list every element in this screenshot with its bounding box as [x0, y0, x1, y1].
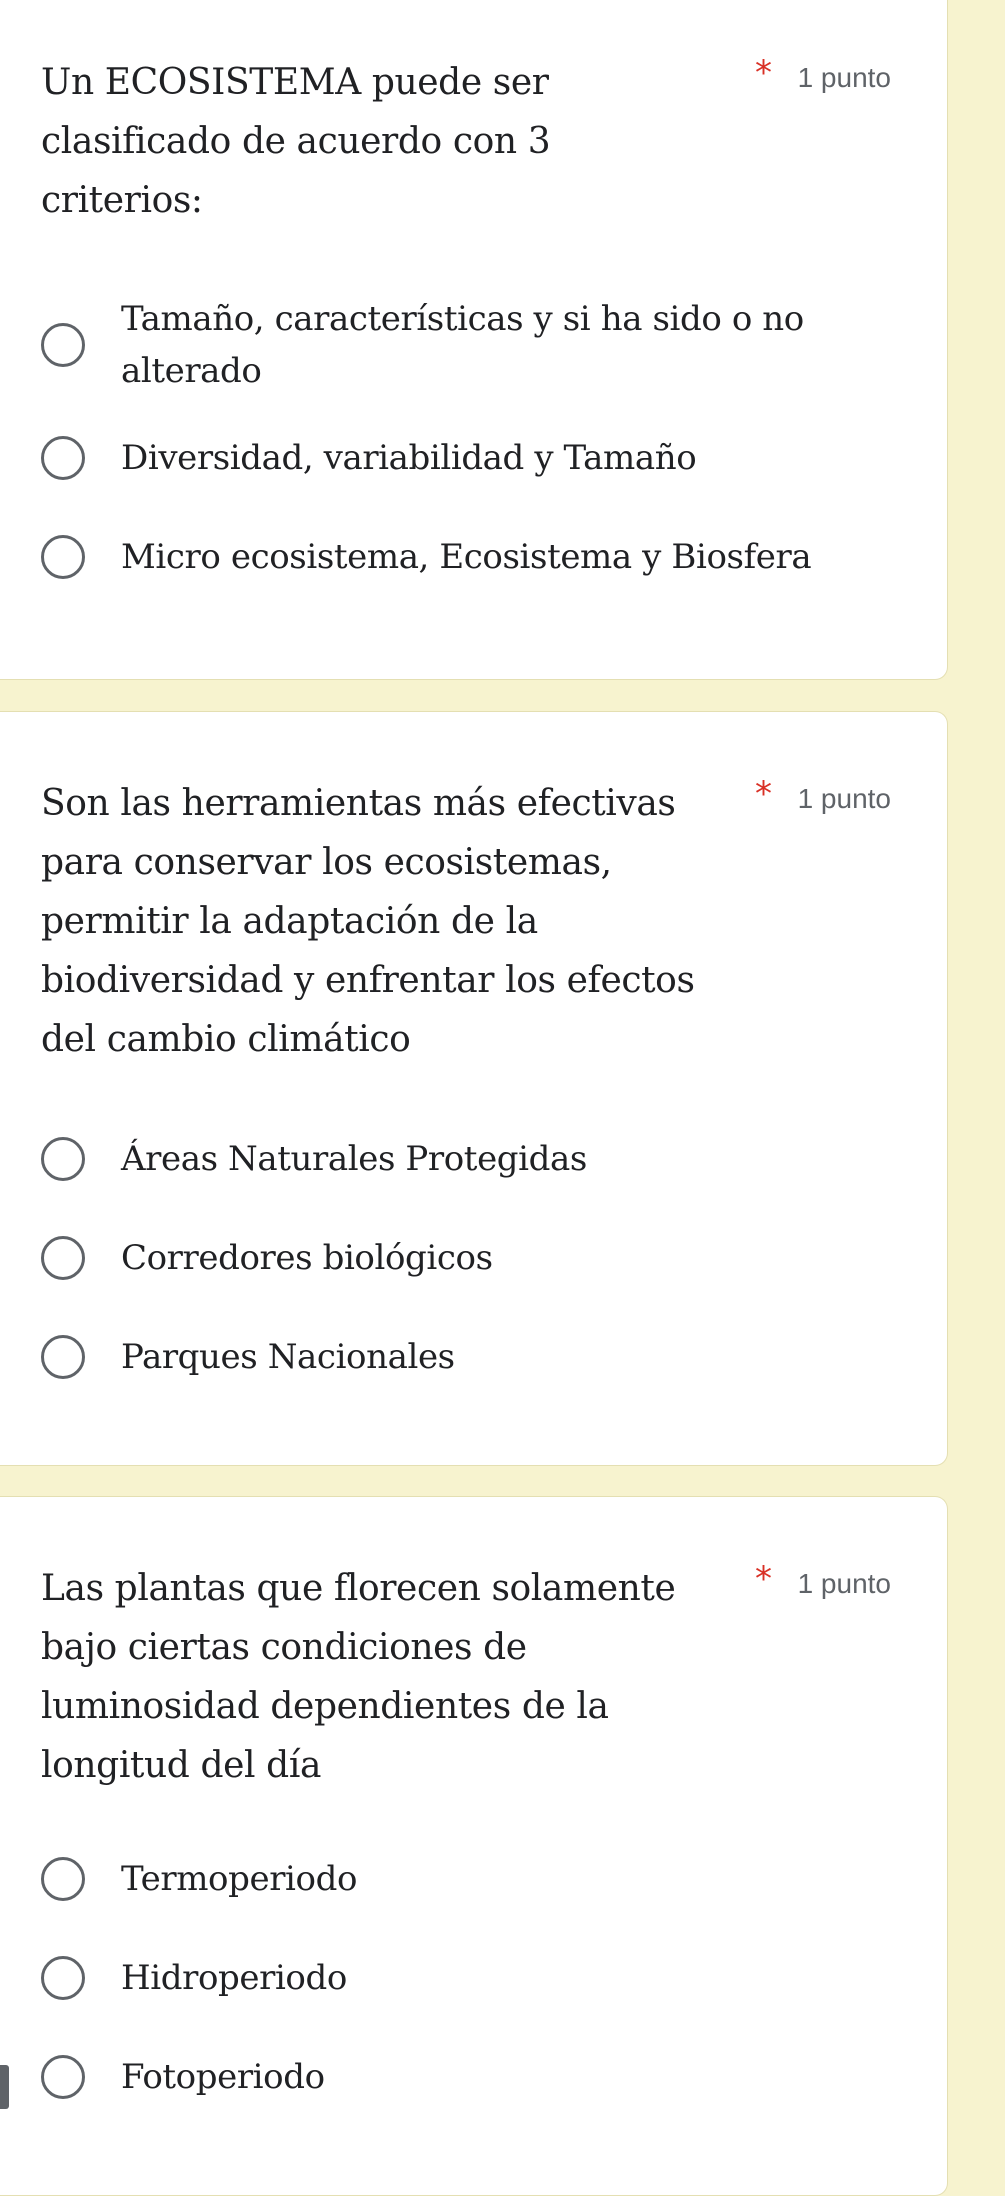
option-label: Áreas Naturales Protegidas [121, 1139, 587, 1179]
radio-option[interactable] [41, 1232, 877, 1284]
radio-option[interactable] [41, 293, 877, 397]
question-title: Son las herramientas más efectivas para conservar los ecosistemas, permitir la adaptación de la biodiversidad y enfrentar los efectos del cambio climático [41, 783, 695, 1060]
option-label: Termoperiodo [121, 1859, 358, 1899]
question-card [0, 0, 948, 680]
radio-button[interactable] [41, 1956, 85, 2000]
option-label: Hidroperiodo [121, 1958, 347, 1998]
radio-button[interactable] [41, 1857, 85, 1901]
radio-option[interactable] [41, 1133, 877, 1185]
question-points: 1 punto [797, 783, 891, 814]
option-label: Diversidad, variabilidad y Tamaño [121, 438, 697, 478]
radio-button[interactable] [41, 323, 85, 367]
question-points: 1 punto [797, 1568, 891, 1599]
question-title: Las plantas que florecen solamente bajo ciertas condiciones de luminosidad dependientes de la longitud del día [41, 1568, 676, 1786]
radio-option[interactable] [41, 432, 877, 484]
question-header [41, 53, 891, 230]
focus-indicator [0, 2065, 9, 2109]
option-label: Corredores biológicos [121, 1238, 493, 1278]
radio-option[interactable] [41, 1331, 877, 1383]
radio-option[interactable] [41, 2051, 877, 2103]
radio-button[interactable] [41, 436, 85, 480]
radio-button[interactable] [41, 1335, 85, 1379]
radio-button[interactable] [41, 1137, 85, 1181]
radio-option[interactable] [41, 531, 877, 583]
question-header [41, 774, 891, 1069]
option-label: Fotoperiodo [121, 2057, 325, 2097]
radio-button[interactable] [41, 535, 85, 579]
radio-button[interactable] [41, 1236, 85, 1280]
option-label: Parques Nacionales [121, 1337, 455, 1377]
question-title: Un ECOSISTEMA puede ser clasificado de acuerdo con 3 criterios: [41, 62, 551, 221]
radio-button[interactable] [41, 2055, 85, 2099]
required-asterisk: * [755, 774, 772, 814]
question-points: 1 punto [797, 62, 891, 93]
option-label: Micro ecosistema, Ecosistema y Biosfera [121, 537, 812, 577]
radio-option[interactable] [41, 1853, 877, 1905]
required-asterisk: * [755, 1559, 772, 1599]
required-asterisk: * [755, 53, 772, 93]
question-card [0, 711, 948, 1466]
option-label: Tamaño, características y si ha sido o no alterado [121, 299, 804, 391]
question-card [0, 1496, 948, 2196]
question-header [41, 1559, 891, 1795]
radio-option[interactable] [41, 1952, 877, 2004]
